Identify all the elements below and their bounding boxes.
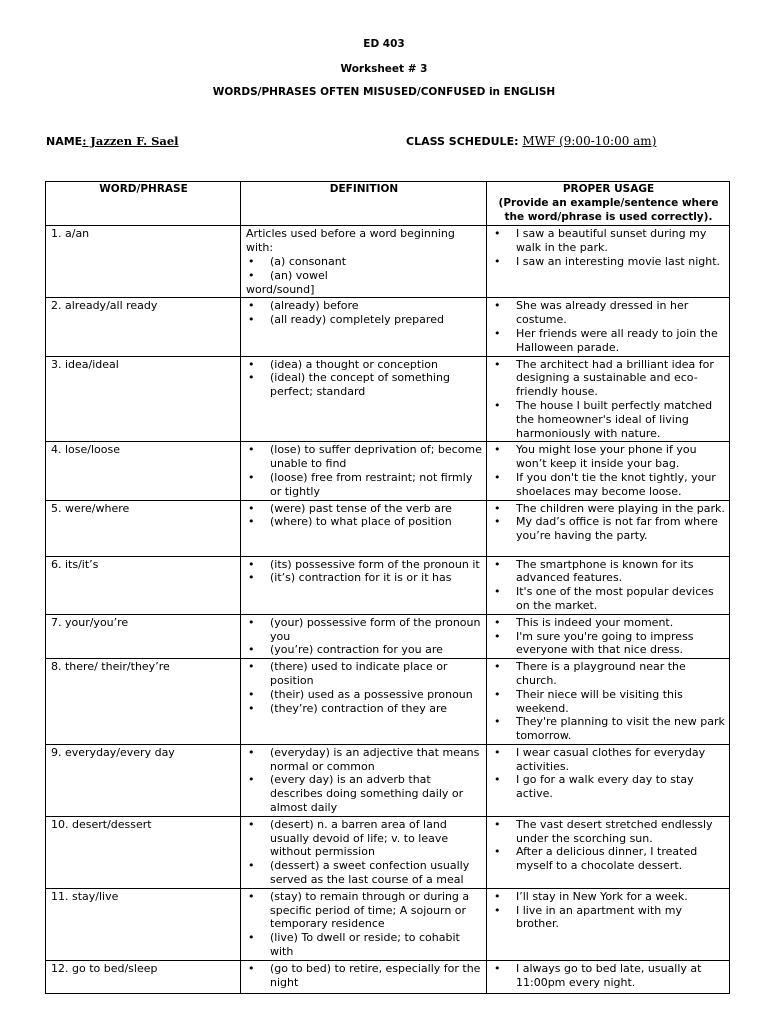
list-item: • (loose) free from restraint; not firmly or tightly [246,471,482,499]
list-item: • (there) used to indicate place or position [246,660,482,688]
usage-cell [487,960,730,993]
list-item: • I’ll stay in New York for a week. [492,890,725,904]
definition-list [246,818,482,887]
list-item: • (go to bed) to retire, especially for the night [246,962,482,990]
list-item: • There is a playground near the church. [492,660,725,688]
list-item: • This is indeed your moment. [492,616,725,630]
usage-list [492,502,725,543]
usage-list [492,443,725,498]
usage-list [492,890,725,931]
table-row [46,442,730,500]
list-item: • It's one of the most popular devices on the market. [492,585,725,613]
usage-cell [487,500,730,556]
definition-cell [241,888,487,960]
list-item: • (they’re) contraction of they are [246,702,482,716]
name-label: NAME [46,135,83,148]
worksheet-title: WORDS/PHRASES OFTEN MISUSED/CONFUSED in ENGLISH [212,86,556,98]
definition-list [246,746,482,815]
list-item: • (every day) is an adverb that describes doing something daily or almost daily [246,773,482,814]
word-cell: 1. a/an [46,226,241,298]
definition-list [246,890,482,959]
definition-cell [241,659,487,745]
definition-list [246,616,482,657]
list-item: • The architect had a brilliant idea for designing a sustainable and eco-friendly house. [492,358,725,399]
list-item: • (everyday) is an adjective that means normal or common [246,746,482,774]
list-item: • She was already dressed in her costume. [492,299,725,327]
table-row [46,744,730,816]
definition-cell [241,960,487,993]
usage-cell [487,614,730,658]
definition-list [246,502,482,530]
list-item: • I live in an apartment with my brother. [492,904,725,932]
list-item: • I'm sure you're going to impress everyone with that nice dress. [492,630,725,658]
definition-cell [241,298,487,356]
list-item: • You might lose your phone if you won’t keep it inside your bag. [492,443,725,471]
table-row [46,500,730,556]
usage-cell [487,442,730,500]
word-cell: 10. desert/dessert [46,816,241,888]
schedule-value: MWF (9:00-10:00 am) [522,134,657,148]
list-item: • (it’s) contraction for it is or it has [246,571,482,585]
definition-list [246,558,482,586]
table-body [46,226,730,993]
header-word: WORD/PHRASE [46,182,241,226]
worksheet-number: Worksheet # 3 [340,63,428,75]
list-item: • (where) to what place of position [246,515,482,529]
list-item: • (dessert) a sweet confection usually served as the last course of a meal [246,859,482,887]
table-row [46,888,730,960]
list-item: • They're planning to visit the new park tomorrow. [492,715,725,743]
list-item: • (all ready) completely prepared [246,313,482,327]
word-cell: 8. there/ their/they’re [46,659,241,745]
list-item: • I wear casual clothes for everyday activities. [492,746,725,774]
list-item: • (your) possessive form of the pronoun you [246,616,482,644]
definition-cell [241,816,487,888]
list-item: • (an) vowel [246,269,482,283]
header-usage: PROPER USAGE (Provide an example/sentence where the word/phrase is used correctly). [487,182,730,226]
definition-cell [241,226,487,298]
table-row [46,298,730,356]
schedule-field [406,134,656,148]
table-row [46,816,730,888]
usage-cell [487,659,730,745]
list-item: • My dad’s office is not far from where you’re having the party. [492,515,725,543]
definition-cell [241,500,487,556]
list-item: • I go for a walk every day to stay active. [492,773,725,801]
name-value: : Jazzen F. Sael [82,134,179,148]
definition-list [246,962,482,990]
list-item: • I saw a beautiful sunset during my walk in the park. [492,227,725,255]
list-item: • (ideal) the concept of something perfect; standard [246,371,482,399]
list-item: • I always go to bed late, usually at 11:00pm every night. [492,962,725,990]
list-item: • I saw an interesting movie last night. [492,255,725,269]
table-row [46,659,730,745]
list-item: • Their niece will be visiting this weekend. [492,688,725,716]
definition-cell [241,356,487,442]
definition-list [246,299,482,327]
usage-cell [487,888,730,960]
list-item: • (already) before [246,299,482,313]
word-cell: 2. already/all ready [46,298,241,356]
word-cell: 4. lose/loose [46,442,241,500]
usage-list [492,746,725,801]
word-cell: 6. its/it’s [46,556,241,614]
list-item: • (you’re) contraction for you are [246,643,482,657]
word-cell: 12. go to bed/sleep [46,960,241,993]
course-code: ED 403 [363,38,405,50]
list-item: • (live) To dwell or reside; to cohabit with [246,931,482,959]
usage-list [492,962,725,990]
usage-cell [487,298,730,356]
word-cell: 5. were/where [46,500,241,556]
list-item: • (desert) n. a barren area of land usually devoid of life; v. to leave without permission [246,818,482,859]
usage-list [492,558,725,613]
table-row [46,556,730,614]
table-header-row [46,182,730,226]
list-item: • (their) used as a possessive pronoun [246,688,482,702]
word-cell: 7. your/you’re [46,614,241,658]
list-item: • After a delicious dinner, I treated myself to a chocolate dessert. [492,845,725,873]
words-table [45,181,730,994]
usage-list [492,660,725,743]
list-item: • (were) past tense of the verb are [246,502,482,516]
usage-list [492,299,725,354]
list-item: • The vast desert stretched endlessly under the scorching sun. [492,818,725,846]
definition-list [246,660,482,715]
list-item: • The children were playing in the park. [492,502,725,516]
word-cell: 3. idea/ideal [46,356,241,442]
usage-cell [487,356,730,442]
usage-list [492,227,725,268]
table-row [46,226,730,298]
definition-list [246,255,482,283]
list-item: • Her friends were all ready to join the Halloween parade. [492,327,725,355]
table-row [46,614,730,658]
list-item: • (lose) to suffer deprivation of; become unable to find [246,443,482,471]
definition-cell [241,556,487,614]
usage-cell [487,556,730,614]
list-item: • The smartphone is known for its advanced features. [492,558,725,586]
usage-cell [487,744,730,816]
list-item: • The house I built perfectly matched the homeowner's ideal of living harmoniously with nature. [492,399,725,440]
word-cell: 11. stay/live [46,888,241,960]
definition-intro: Articles used before a word beginning with: [246,227,455,255]
definition-cell [241,614,487,658]
student-info-row [46,134,726,150]
usage-list [492,616,725,657]
usage-cell [487,816,730,888]
definition-cell [241,442,487,500]
word-cell: 9. everyday/every day [46,744,241,816]
list-item: • (idea) a thought or conception [246,358,482,372]
definition-list [246,358,482,399]
usage-cell [487,226,730,298]
table-row [46,356,730,442]
usage-list [492,358,725,441]
list-item: • (a) consonant [246,255,482,269]
definition-cell [241,744,487,816]
schedule-label: CLASS SCHEDULE: [406,135,523,148]
definition-list [246,443,482,498]
usage-list [492,818,725,873]
definition-outro: word/sound] [246,282,315,296]
list-item: • (stay) to remain through or during a specific period of time; A sojourn or temporary residence [246,890,482,931]
header-definition: DEFINITION [241,182,487,226]
table-row [46,960,730,993]
list-item: • If you don't tie the knot tightly, your shoelaces may become loose. [492,471,725,499]
name-field [46,134,179,148]
list-item: • (its) possessive form of the pronoun it [246,558,482,572]
